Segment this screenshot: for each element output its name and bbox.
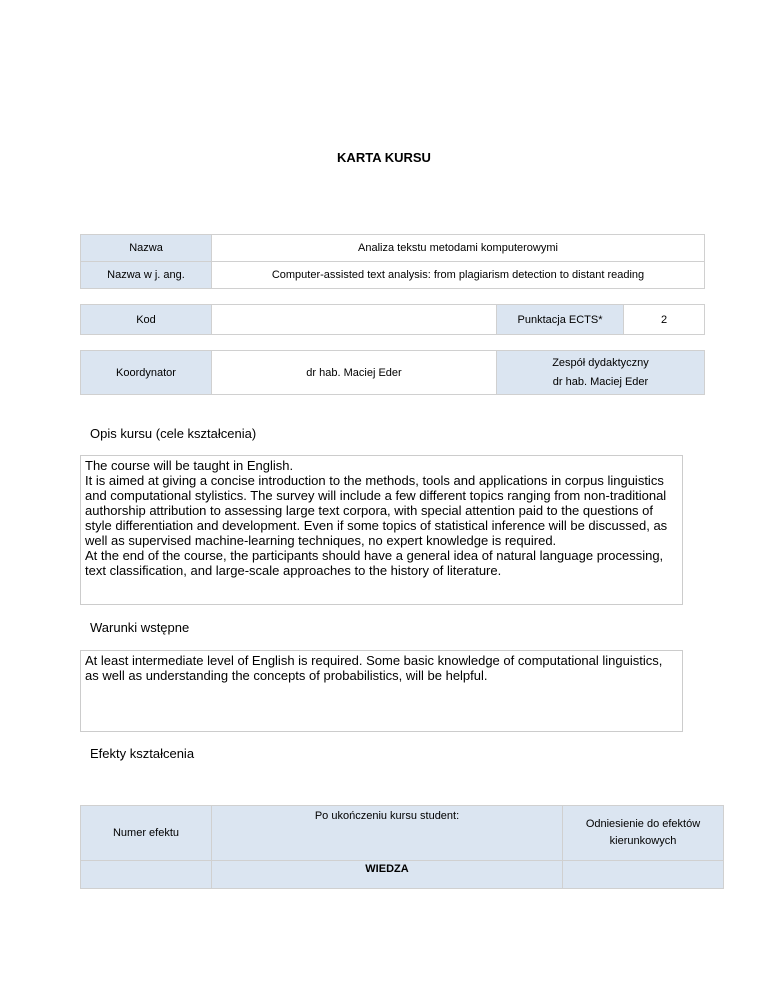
course-code-table [80,304,705,335]
coordinator-label: Koordynator [81,351,212,395]
name-label: Nazwa [81,235,212,262]
team-cell [497,351,705,395]
ects-label: Punktacja ECTS* [497,305,624,335]
outcome-number-cell [81,861,212,889]
prerequisites-heading: Warunki wstępne [90,620,190,635]
description-paragraph: At the end of the course, the participants should have a general idea of natural language processing, text classification, and large-scale approaches to the history of literature. [85,548,664,578]
outcome-after-header: Po ukończeniu kursu student: [212,806,563,861]
coordinator-table [80,350,705,395]
description-heading: Opis kursu (cele kształcenia) [90,426,257,441]
ects-value: 2 [624,305,705,335]
coordinator-value: dr hab. Maciej Eder [212,351,497,395]
name-value: Analiza tekstu metodami komputerowymi [212,235,705,262]
description-paragraph: The course will be taught in English. [85,458,294,473]
page-title: KARTA KURSU [337,150,431,165]
outcomes-table [80,805,724,889]
prerequisites-box [80,650,683,732]
course-name-table [80,234,705,289]
team-label: Zespół dydaktyczny [552,356,649,369]
description-paragraph: It is aimed at giving a concise introduction to the methods, tools and applications in corpus linguistics and computational stylistics. The survey will include a few different topics ranging from non-traditional authorship attribution to assessing large text corpora, with special attention paid to the questions of style differentiation and development. Even if some topics of statistical inference will be discussed, as well as supervised machine-learning techniques, no expert knowledge is required. [85,473,668,548]
code-value [212,305,497,335]
outcome-reference-cell [563,861,724,889]
description-box [80,455,683,605]
outcome-reference-header: Odniesienie do efektów kierunkowych [563,806,724,861]
outcome-number-header: Numer efektu [81,806,212,861]
team-value: dr hab. Maciej Eder [552,375,649,388]
name-en-value: Computer-assisted text analysis: from plagiarism detection to distant reading [212,262,705,289]
code-label: Kod [81,305,212,335]
prerequisites-text: At least intermediate level of English is required. Some basic knowledge of computational linguistics, as well as understanding the concepts of probabilistics, will be helpful. [85,653,663,683]
name-en-label: Nazwa w j. ang. [81,262,212,289]
knowledge-label: WIEDZA [212,861,563,889]
outcomes-heading: Efekty kształcenia [90,746,195,761]
